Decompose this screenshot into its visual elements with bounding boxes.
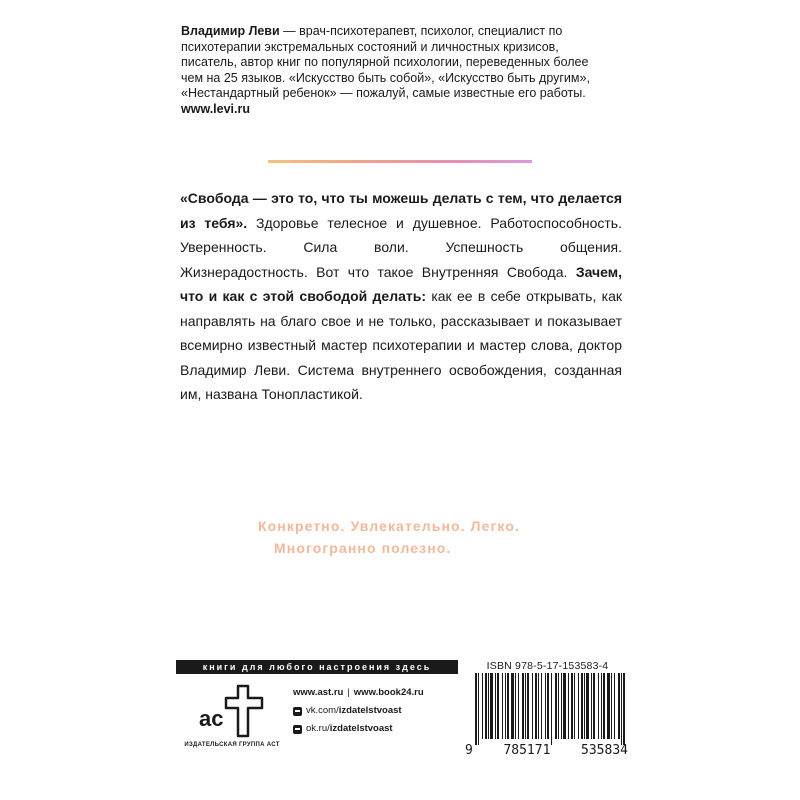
description-text-1: Здоровье телесное и душевное. Работоспособность. Уверенность. Сила воли. Успешность общения. Жизнерадостность. Вот что такое Внутренняя Свобода. — [180, 214, 622, 280]
tagline-line-2: Многогранно полезно. — [274, 540, 452, 556]
barcode-bar — [551, 673, 552, 745]
barcode-bar — [522, 673, 524, 739]
barcode-graphic — [465, 673, 630, 745]
barcode-digit-first: 9 — [465, 743, 473, 758]
author-bio — [181, 24, 601, 117]
barcode-bar — [561, 673, 562, 739]
website-link-ast[interactable]: www.ast.ru — [293, 687, 344, 698]
ok-row[interactable] — [293, 720, 424, 738]
barcode-bar — [547, 673, 549, 739]
description-quote: «Свобода — это то, что ты можешь делать с тем, что делается из тебя». — [180, 190, 622, 231]
barcode-bar — [591, 673, 592, 739]
vk-prefix: vk.com/ — [306, 705, 339, 716]
ast-logo-icon — [196, 682, 268, 740]
book-description — [180, 186, 622, 407]
gradient-divider — [268, 160, 532, 163]
author-bio-text: — врач-психотерапевт, психолог, специалист по психотерапии экстремальных состояний и личностных кризисов, писатель, автор книг по популярной психологии, переведенных более чем на 25 языков. «Искусство быть собой», «Искусство быть другим», «Нестандартный ребенок» — пожалуй, самые известные его работы. — [181, 24, 590, 100]
barcode-bar — [611, 673, 612, 739]
vk-handle: izdatelstvoast — [338, 705, 402, 716]
barcode-bar — [507, 673, 509, 739]
barcode-bar — [527, 673, 529, 739]
barcode-bar — [574, 673, 575, 739]
barcode-bar — [495, 673, 496, 739]
barcode-bar — [532, 673, 533, 739]
barcode-bar — [618, 673, 620, 739]
ok-handle: izdatelstvoast — [329, 723, 393, 734]
barcode-bar — [475, 673, 477, 745]
barcode-bar — [490, 673, 493, 739]
website-link-book24[interactable]: www.book24.ru — [353, 687, 424, 698]
ok-icon — [293, 725, 302, 734]
barcode-bar — [478, 673, 479, 745]
barcode-block — [465, 660, 630, 760]
isbn-label: ISBN 978-5-17-153583-4 — [486, 660, 609, 672]
barcode-digits-right: 535834 — [581, 743, 628, 758]
barcode-bar — [518, 673, 519, 739]
vk-row[interactable] — [293, 702, 424, 720]
barcode-bar — [601, 673, 602, 739]
website-row — [293, 684, 424, 702]
publisher-slogan: книги для любого настроения здесь — [176, 660, 458, 674]
barcode-bar — [511, 673, 514, 739]
description-question: Зачем, что и как с этой свободой делать: — [180, 263, 622, 304]
barcode-bar — [603, 673, 605, 739]
barcode-bar — [593, 673, 595, 739]
barcode-bar — [505, 673, 506, 739]
barcode-bar — [502, 673, 503, 739]
publisher-caption: ИЗДАТЕЛЬСКАЯ ГРУППА АСТ — [184, 742, 280, 748]
barcode-bar — [598, 673, 599, 739]
barcode-bar — [607, 673, 610, 739]
barcode-bar — [558, 673, 559, 739]
barcode-digits — [465, 743, 630, 758]
barcode-bar — [535, 673, 537, 739]
barcode-bar — [578, 673, 579, 739]
barcode-bar — [621, 673, 622, 745]
barcode-bar — [485, 673, 487, 739]
publisher-links — [293, 684, 424, 738]
barcode-bar — [538, 673, 539, 739]
barcode-bar — [614, 673, 615, 739]
tagline-line-1: Конкретно. Увлекательно. Легко. — [258, 518, 520, 534]
author-website: www.levi.ru — [181, 101, 251, 116]
vk-icon — [293, 707, 302, 716]
barcode-bar — [545, 673, 546, 739]
description-text-2: как ее в себе открывать, как направлять на благо свое и не только, рассказывает и показывает всемирно известный мастер психотерапии и мастер слова, доктор Владимир Леви. Система внутреннего освобождения, созданная им, названа Тонопластикой. — [180, 288, 622, 402]
barcode-bar — [586, 673, 589, 739]
barcode-bar — [541, 673, 542, 739]
barcode-bar — [563, 673, 566, 739]
link-separator: | — [347, 687, 350, 698]
barcode-bar — [525, 673, 526, 739]
barcode-digits-left: 785171 — [503, 743, 551, 758]
barcode-bar — [497, 673, 499, 739]
barcode-bar — [515, 673, 516, 739]
barcode-bar — [488, 673, 489, 739]
barcode-bar — [623, 673, 625, 745]
ok-prefix: ok.ru/ — [306, 723, 330, 734]
barcode-bar — [568, 673, 569, 739]
barcode-bar — [482, 673, 483, 739]
barcode-bar — [584, 673, 585, 739]
barcode-bar — [555, 673, 557, 739]
logo-lettering: ac — [199, 706, 224, 731]
author-name: Владимир Леви — [181, 24, 280, 38]
barcode-bar — [571, 673, 573, 739]
tagline — [258, 515, 558, 559]
barcode-bar — [581, 673, 583, 739]
